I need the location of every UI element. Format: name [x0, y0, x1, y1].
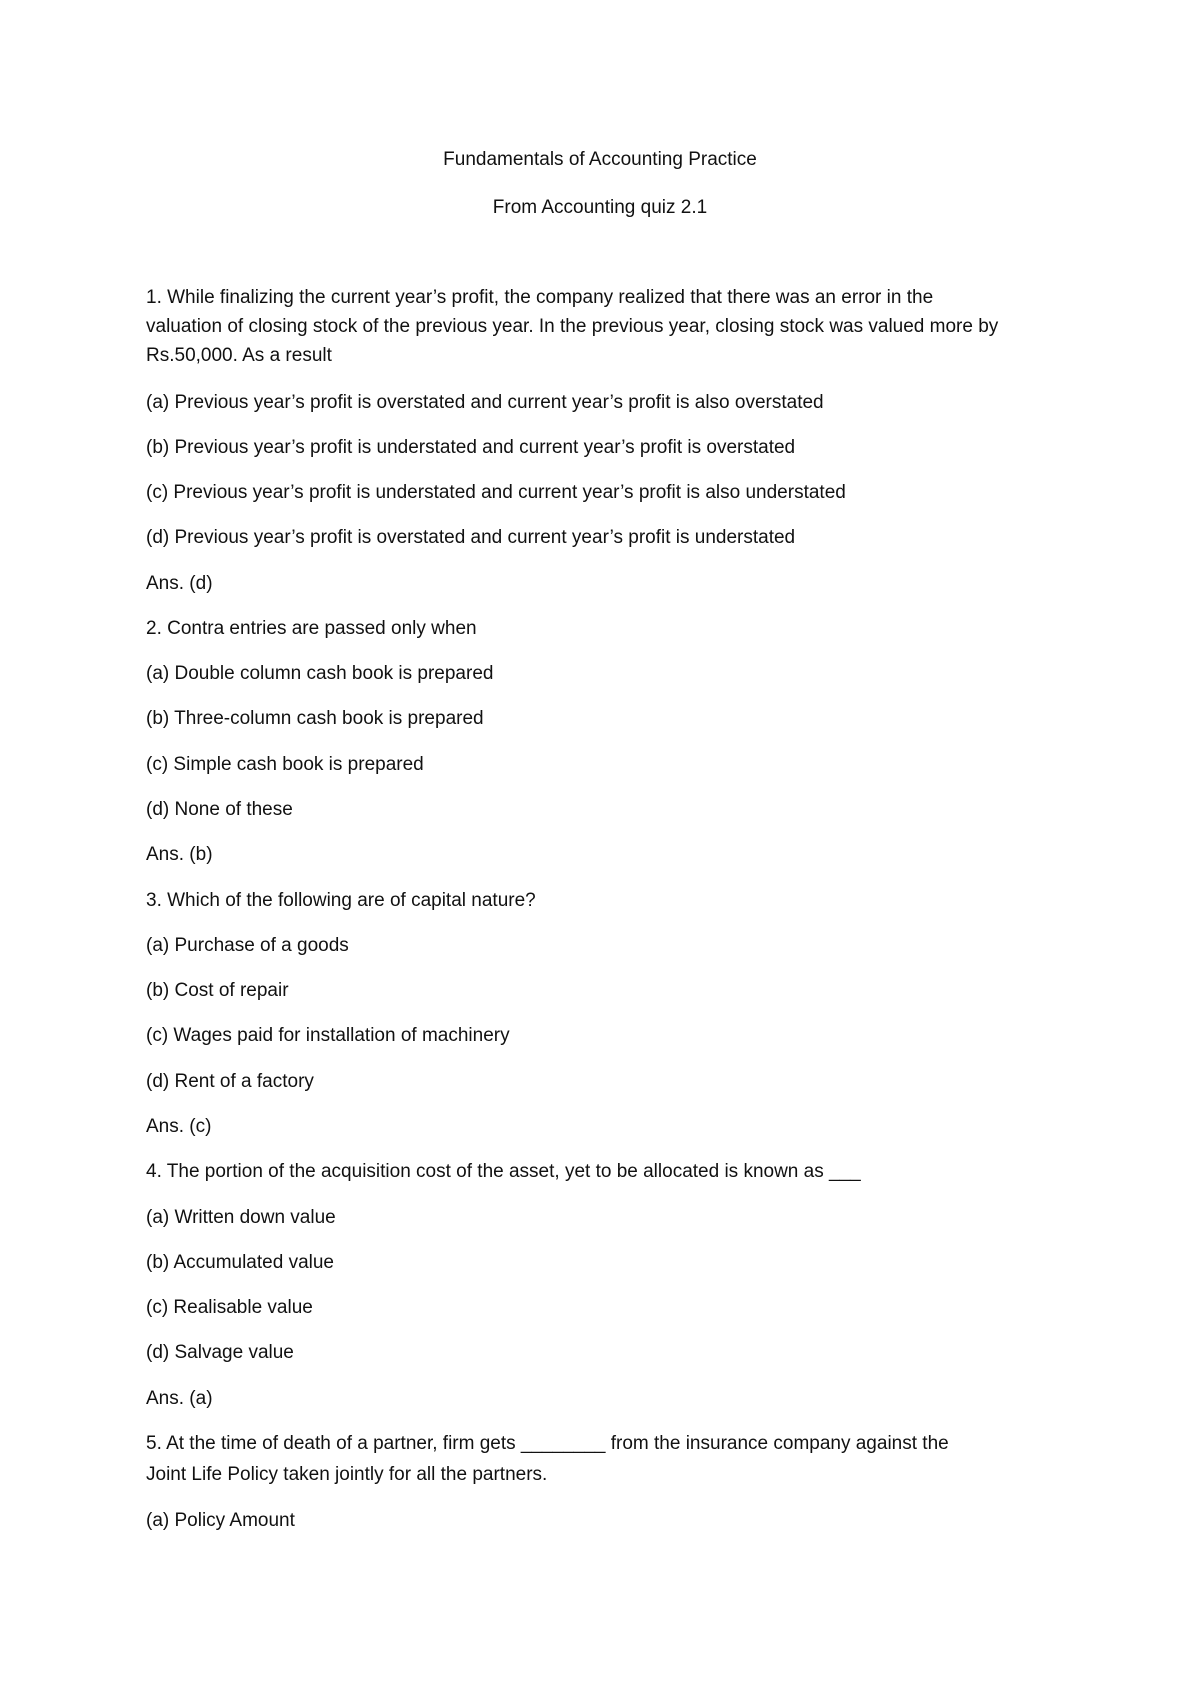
question-2-option-c: (c) Simple cash book is prepared [146, 754, 424, 775]
question-3-option-c: (c) Wages paid for installation of machinery [146, 1025, 510, 1046]
question-5-text-line-1: 5. At the time of death of a partner, firm gets ________ from the insurance company against the [146, 1433, 949, 1454]
question-1-option-b: (b) Previous year’s profit is understated and current year’s profit is overstated [146, 437, 796, 458]
question-3-answer: Ans. (c) [146, 1116, 212, 1137]
question-1-option-d: (d) Previous year’s profit is overstated and current year’s profit is understated [146, 527, 796, 548]
question-2-text: 2. Contra entries are passed only when [146, 618, 477, 639]
question-2-option-d: (d) None of these [146, 799, 293, 820]
question-1-text-line-3: Rs.50,000. As a result [146, 345, 332, 366]
question-4-text: 4. The portion of the acquisition cost of the asset, yet to be allocated is known as ___ [146, 1161, 861, 1182]
question-4-answer: Ans. (a) [146, 1388, 213, 1409]
question-4-option-b: (b) Accumulated value [146, 1252, 334, 1273]
question-4-option-c: (c) Realisable value [146, 1297, 313, 1318]
document-subtitle: From Accounting quiz 2.1 [492, 197, 708, 218]
document-title: Fundamentals of Accounting Practice [443, 149, 757, 170]
question-1-text-line-2: valuation of closing stock of the previous year. In the previous year, closing stock was valued more by [146, 316, 999, 337]
question-1-option-a: (a) Previous year’s profit is overstated and current year’s profit is also overstated [146, 392, 824, 413]
question-1-answer: Ans. (d) [146, 573, 213, 594]
question-3-text: 3. Which of the following are of capital nature? [146, 890, 536, 911]
question-1-option-c: (c) Previous year’s profit is understated and current year’s profit is also understated [146, 482, 846, 503]
question-1-text-line-1: 1. While finalizing the current year’s profit, the company realized that there was an error in the [146, 287, 934, 308]
question-4-option-d: (d) Salvage value [146, 1342, 294, 1363]
question-3-option-b: (b) Cost of repair [146, 980, 289, 1001]
question-5-text-line-2: Joint Life Policy taken jointly for all the partners. [146, 1464, 548, 1485]
question-3-option-d: (d) Rent of a factory [146, 1071, 314, 1092]
question-4-option-a: (a) Written down value [146, 1207, 336, 1228]
question-2-answer: Ans. (b) [146, 844, 213, 865]
question-3-option-a: (a) Purchase of a goods [146, 935, 349, 956]
question-2-option-b: (b) Three-column cash book is prepared [146, 708, 484, 729]
question-5-option-a: (a) Policy Amount [146, 1510, 295, 1531]
question-2-option-a: (a) Double column cash book is prepared [146, 663, 494, 684]
